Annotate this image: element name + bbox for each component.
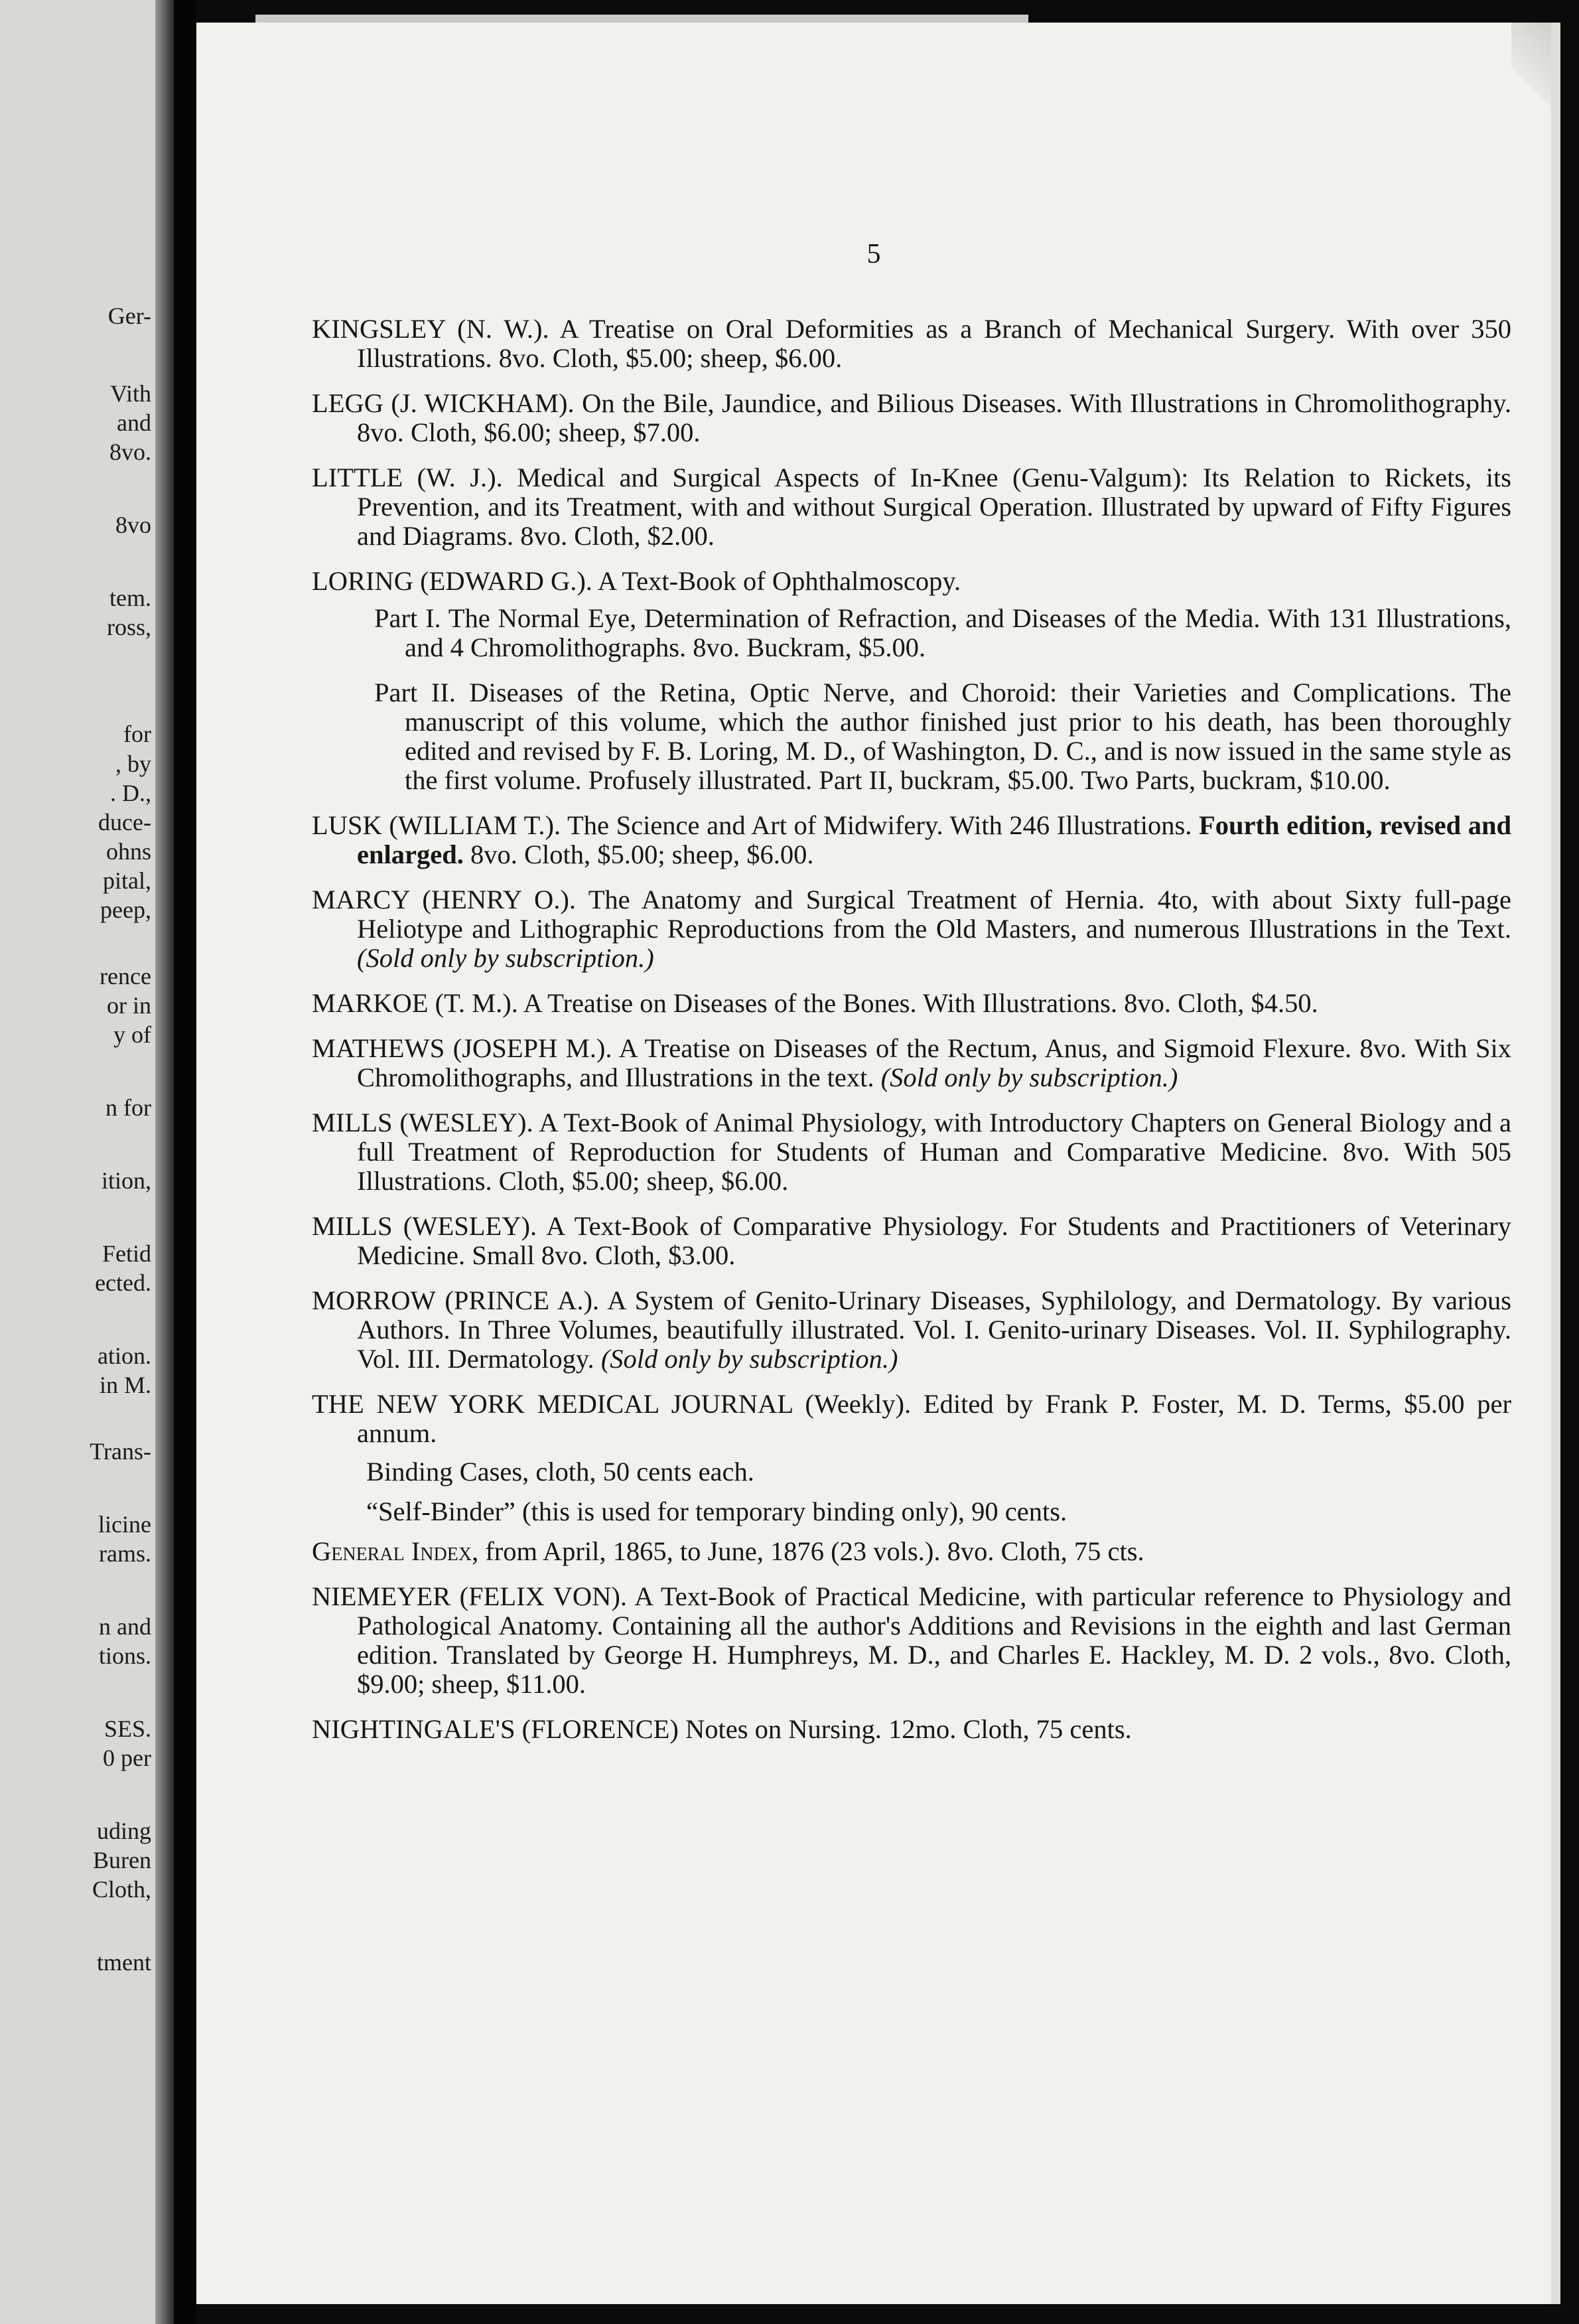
entry-mathews-text: MATHEWS (JOSEPH M.). A Treatise on Diseases of the Rectum, Anus, and Sigmoid Flexure. 8vo. With Six Chromolithographs, and Illustrations in the text. xyxy=(312,1033,1511,1092)
facing-page-line: ross, xyxy=(106,614,151,640)
facing-page-line: or in xyxy=(107,992,151,1019)
entry-morrow-note: (Sold only by subscription.) xyxy=(600,1344,898,1374)
entry-little: LITTLE (W. J.). Medical and Surgical Aspects of In-Knee (Genu-Valgum): Its Relation to Rickets, its Prevention, and its Treatment, with and without Surgical Operation. Illustrated by upward of Fifty Figures and Diagrams. 8vo. Cloth, $2.00. xyxy=(312,463,1511,551)
facing-page-line: , by xyxy=(115,751,151,777)
facing-page-line: . D., xyxy=(110,780,151,806)
facing-page-line: duce- xyxy=(98,809,151,835)
facing-page-line: rams. xyxy=(99,1540,151,1567)
journal-binding-cases: Binding Cases, cloth, 50 cents each. xyxy=(366,1457,754,1487)
facing-page-line: 8vo. xyxy=(109,439,151,465)
facing-page-line: ition, xyxy=(101,1167,151,1194)
facing-page-line: ation. xyxy=(98,1343,151,1369)
facing-page-line: uding xyxy=(96,1818,151,1844)
entry-legg: LEGG (J. WICKHAM). On the Bile, Jaundice, and Bilious Diseases. With Illustrations in Chromolithography. 8vo. Cloth, $6.00; sheep, $7.00. xyxy=(312,388,1511,447)
facing-page-line: 8vo xyxy=(115,512,151,538)
facing-page-line: ohns xyxy=(105,838,151,865)
book-gutter xyxy=(174,0,196,2324)
facing-page-line: Fetid xyxy=(102,1240,151,1267)
entry-kingsley: KINGSLEY (N. W.). A Treatise on Oral Deformities as a Branch of Mechanical Surgery. With over 350 Illustrations. 8vo. Cloth, $5.00; sheep, $6.00. xyxy=(312,314,1511,373)
facing-page-line: licine xyxy=(98,1511,151,1538)
facing-page-line: n for xyxy=(105,1094,151,1121)
facing-page-line: y of xyxy=(113,1021,151,1048)
page-corner xyxy=(1511,23,1551,122)
journal-general-index-text: , from April, 1865, to June, 1876 (23 vols.). 8vo. Cloth, 75 cts. xyxy=(472,1536,1144,1566)
catalog-entries xyxy=(312,315,1511,1760)
facing-page-line: n and xyxy=(99,1613,151,1640)
journal-general-index xyxy=(312,1537,1511,1566)
journal-self-binder: “Self-Binder” (this is used for temporary binding only), 90 cents. xyxy=(366,1496,1067,1526)
entry-lusk-edition: Fourth edition, revised and enlarged. xyxy=(357,810,1512,869)
entry-marcy-text: MARCY (HENRY O.). The Anatomy and Surgical Treatment of Hernia. 4to, with about Sixty full-page Heliotype and Lithographic Reproductions from the Old Masters, and numerous Illustrations in the Text. xyxy=(312,885,1511,944)
entry-loring-part-2: Part II. Diseases of the Retina, Optic Nerve, and Choroid: their Varieties and Complications. The manuscript of this volume, which the author finished just prior to his death, has been thoroughly edited and revised by F. B. Loring, M. D., of Washington, D. C., and is now issued in the same style as the first volume. Profusely illustrated. Part II, buckram, $5.00. Two Parts, buckram, $10.00. xyxy=(374,678,1511,795)
facing-page-line: Buren xyxy=(93,1847,151,1873)
entry-marcy-note: (Sold only by subscription.) xyxy=(357,943,654,973)
entry-mills-comparative: MILLS (WESLEY). A Text-Book of Comparative Physiology. For Students and Practitioners of Veterinary Medicine. Small 8vo. Cloth, $3.00. xyxy=(312,1211,1511,1270)
entry-mills-animal: MILLS (WESLEY). A Text-Book of Animal Physiology, with Introductory Chapters on General Biology and a full Treatment of Reproduction for Students of Human and Comparative Medicine. 8vo. With 505 Illustrations. Cloth, $5.00; sheep, $6.00. xyxy=(312,1108,1511,1196)
facing-page-line: peep, xyxy=(100,897,151,923)
facing-page-line: Ger- xyxy=(107,303,151,329)
journal-general-index-label: General Index xyxy=(312,1536,472,1566)
entry-mathews xyxy=(312,1034,1511,1092)
entry-marcy xyxy=(312,885,1511,973)
facing-page-line: ected. xyxy=(95,1270,151,1296)
entry-markoe: MARKOE (T. M.). A Treatise on Diseases of the Bones. With Illustrations. 8vo. Cloth, $4.50. xyxy=(312,988,1318,1018)
facing-page-line: in M. xyxy=(99,1372,151,1398)
facing-page-edge xyxy=(155,0,174,2324)
facing-page xyxy=(0,0,174,2324)
entry-ny-medical-journal: THE NEW YORK MEDICAL JOURNAL (Weekly). Edited by Frank P. Foster, M. D. Terms, $5.00 per annum. xyxy=(312,1389,1511,1448)
facing-page-line: tions. xyxy=(98,1642,151,1669)
facing-page-line: tment xyxy=(97,1949,151,1976)
facing-page-line: SES. xyxy=(103,1715,151,1742)
entry-mathews-note: (Sold only by subscription.) xyxy=(880,1062,1178,1092)
entry-loring-part-1: Part I. The Normal Eye, Determination of Refraction, and Diseases of the Media. With 131 Illustrations, and 4 Chromolithographs. 8vo. Buckram, $5.00. xyxy=(374,603,1511,662)
entry-morrow-text: MORROW (PRINCE A.). A System of Genito-Urinary Diseases, Syphilology, and Dermatology. By various Authors. In Three Volumes, beautifully illustrated. Vol. I. Genito-urinary Diseases. Vol. II. Syphilography. Vol. III. Dermatology. xyxy=(312,1285,1511,1374)
facing-page-line: 0 per xyxy=(103,1745,151,1771)
entry-lusk xyxy=(312,811,1511,869)
facing-page-line: tem. xyxy=(109,585,151,611)
catalog-page xyxy=(196,23,1560,2304)
facing-page-line: for xyxy=(123,721,151,747)
facing-page-line: and xyxy=(117,409,151,436)
facing-page-line: rence xyxy=(100,963,151,989)
entry-morrow xyxy=(312,1286,1511,1374)
entry-lusk-price: 8vo. Cloth, $5.00; sheep, $6.00. xyxy=(463,839,814,869)
facing-page-line: Cloth, xyxy=(92,1876,151,1903)
page-number: 5 xyxy=(866,239,881,269)
facing-page-line: Vith xyxy=(110,380,151,407)
entry-lusk-text: LUSK (WILLIAM T.). The Science and Art of Midwifery. With 246 Illustrations. xyxy=(312,810,1200,840)
facing-page-line: pital, xyxy=(103,867,151,894)
facing-page-line: Trans- xyxy=(90,1438,151,1465)
entry-nightingale: NIGHTINGALE'S (FLORENCE) Notes on Nursing. 12mo. Cloth, 75 cents. xyxy=(312,1714,1132,1744)
entry-niemeyer: NIEMEYER (FELIX VON). A Text-Book of Practical Medicine, with particular reference to Physiology and Pathological Anatomy. Containing all the author's Additions and Revisions in the eighth and last German edition. Translated by George H. Humphreys, M. D., and Charles E. Hackley, M. D. 2 vols., 8vo. Cloth, $9.00; sheep, $11.00. xyxy=(312,1581,1511,1699)
entry-loring: LORING (EDWARD G.). A Text-Book of Ophthalmoscopy. xyxy=(312,566,961,596)
